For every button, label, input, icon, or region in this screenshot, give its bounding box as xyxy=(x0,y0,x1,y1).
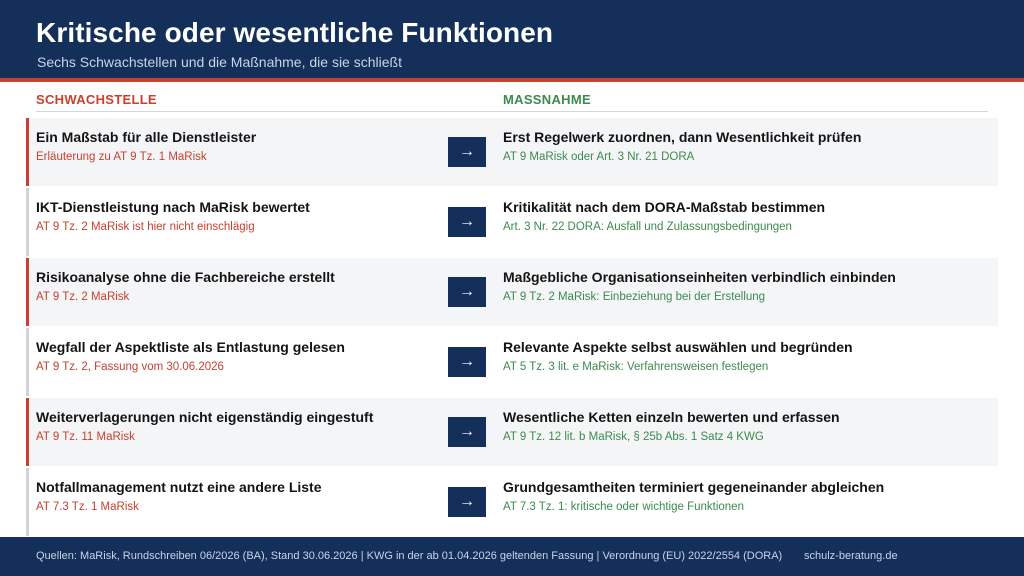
weakness-title: Wegfall der Aspektliste als Entlastung gelesen xyxy=(36,339,345,355)
measure-title: Maßgebliche Organisationseinheiten verbindlich einbinden xyxy=(503,269,896,285)
table-row xyxy=(26,258,998,326)
arrow-right-icon: → xyxy=(448,487,486,517)
measure-title: Erst Regelwerk zuordnen, dann Wesentlichkeit prüfen xyxy=(503,129,862,145)
measure-reference: Art. 3 Nr. 22 DORA: Ausfall und Zulassungsbedingungen xyxy=(503,221,792,233)
row-marker xyxy=(26,188,29,256)
column-header-divider xyxy=(36,111,988,112)
measure-title: Grundgesamtheiten terminiert gegeneinander abgleichen xyxy=(503,479,885,495)
measure-title: Relevante Aspekte selbst auswählen und begründen xyxy=(503,339,853,355)
weakness-reference: Erläuterung zu AT 9 Tz. 1 MaRisk xyxy=(36,151,207,163)
header-accent-stripe xyxy=(0,78,1024,82)
table-row xyxy=(26,468,998,536)
table-row xyxy=(26,188,998,256)
weakness-reference: AT 9 Tz. 2, Fassung vom 30.06.2026 xyxy=(36,361,224,373)
table-row xyxy=(26,118,998,186)
measure-title: Wesentliche Ketten einzeln bewerten und erfassen xyxy=(503,409,840,425)
row-marker xyxy=(26,398,29,466)
row-marker xyxy=(26,258,29,326)
weakness-reference: AT 7.3 Tz. 1 MaRisk xyxy=(36,501,139,513)
measure-reference: AT 5 Tz. 3 lit. e MaRisk: Verfahrensweisen festlegen xyxy=(503,361,769,373)
page-title: Kritische oder wesentliche Funktionen xyxy=(36,17,554,48)
header-banner xyxy=(0,0,1024,78)
weakness-title: Ein Maßstab für alle Dienstleister xyxy=(36,129,257,145)
row-marker xyxy=(26,328,29,396)
arrow-right-icon: → xyxy=(448,137,486,167)
measure-reference: AT 9 MaRisk oder Art. 3 Nr. 21 DORA xyxy=(503,151,695,163)
weakness-reference: AT 9 Tz. 2 MaRisk ist hier nicht einschlägig xyxy=(36,221,255,233)
weakness-title: Notfallmanagement nutzt eine andere Liste xyxy=(36,479,322,495)
footer-website: schulz-beratung.de xyxy=(804,550,898,562)
column-header-weakness: SCHWACHSTELLE xyxy=(36,92,157,107)
footer-bar xyxy=(0,537,1024,576)
measure-title: Kritikalität nach dem DORA-Maßstab bestimmen xyxy=(503,199,826,215)
page-subtitle: Sechs Schwachstellen und die Maßnahme, die sie schließt xyxy=(37,54,402,70)
weakness-title: IKT-Dienstleistung nach MaRisk bewertet xyxy=(36,199,310,215)
weakness-reference: AT 9 Tz. 2 MaRisk xyxy=(36,291,130,303)
table-row xyxy=(26,398,998,466)
row-marker xyxy=(26,468,29,536)
measure-reference: AT 9 Tz. 12 lit. b MaRisk, § 25b Abs. 1 Satz 4 KWG xyxy=(503,431,764,443)
column-header-measure: MASSNAHME xyxy=(503,92,591,107)
footer-sources: Quellen: MaRisk, Rundschreiben 06/2026 (BA), Stand 30.06.2026 | KWG in der ab 01.04.2026 geltenden Fassung | Verordnung (EU) 2022/2554 (DORA) xyxy=(36,550,783,562)
row-marker xyxy=(26,118,29,186)
table-row xyxy=(26,328,998,396)
arrow-right-icon: → xyxy=(448,347,486,377)
weakness-title: Weiterverlagerungen nicht eigenständig eingestuft xyxy=(36,409,374,425)
measure-reference: AT 7.3 Tz. 1: kritische oder wichtige Funktionen xyxy=(503,501,744,513)
measure-reference: AT 9 Tz. 2 MaRisk: Einbeziehung bei der Erstellung xyxy=(503,291,766,303)
weakness-reference: AT 9 Tz. 11 MaRisk xyxy=(36,431,135,443)
arrow-right-icon: → xyxy=(448,207,486,237)
arrow-right-icon: → xyxy=(448,417,486,447)
weakness-title: Risikoanalyse ohne die Fachbereiche erstellt xyxy=(36,269,335,285)
arrow-right-icon: → xyxy=(448,277,486,307)
